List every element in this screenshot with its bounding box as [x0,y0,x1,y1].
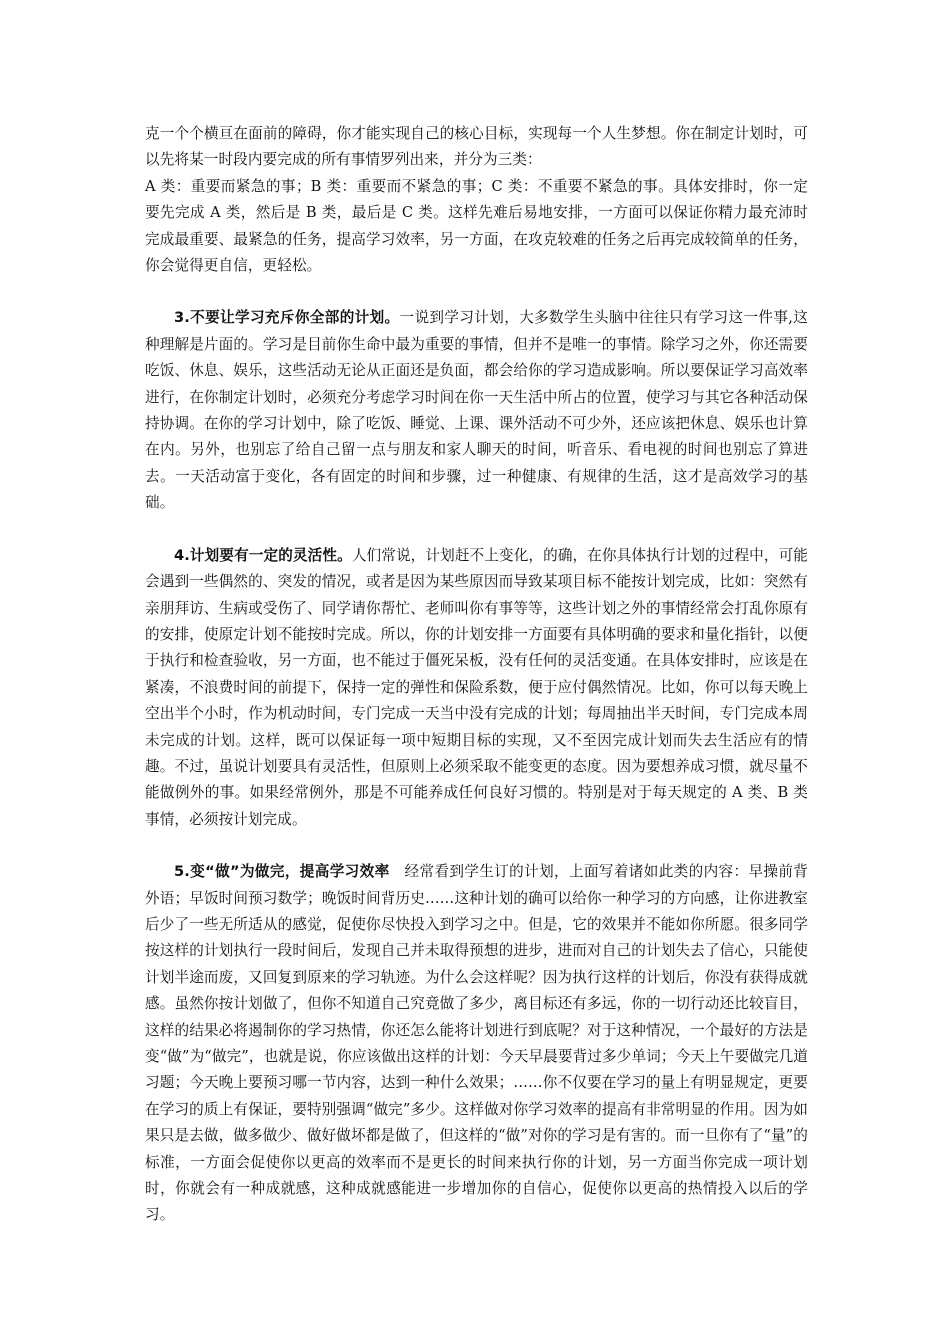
section-3-body: 一说到学习计划，大多数学生头脑中往往只有学习这一件事,这种理解是片面的。学习是目前你生命中最为重要的事情，但并不是唯一的事情。除学习之外，你还需要吃饭、休息、娱乐，这些活动无论从正面还是负面，都会给你的学习造成影响。所以要保证学习高效率进行，在你制定计划时，必须充分考虑学习时间在你一天生活中所占的位置，使学习与其它各种活动保持协调。在你的学习计划中，除了吃饭、睡觉、上课、课外活动不可少外，还应该把休息、娱乐也计算在内。另外，也别忘了给自己留一点与朋友和家人聊天的时间，听音乐、看电视的时间也别忘了算进去。一天活动富于变化，各有固定的时间和步骤，过一种健康、有规律的生活，这才是高效学习的基础。 [145,309,808,512]
section-3 [145,305,808,516]
section-5-heading: 5.变“做”为做完，提高学习效率 [174,863,390,881]
paragraph-categories: A 类：重要而紧急的事；B 类：重要而不紧急的事；C 类：不重要不紧急的事。具体安排时，你一定要先完成 A 类，然后是 B 类，最后是 C 类。这样先难后易地安排，一方面可以保证你精力最充沛时完成最重要、最紧急的任务，提高学习效率，另一方面，在攻克较难的任务之后再完成较简单的任务，你会觉得更自信，更轻松。 [145,177,808,275]
section-4-heading: 4.计划要有一定的灵活性。 [174,546,352,564]
section-4-body: 人们常说，计划赶不上变化，的确，在你具体执行计划的过程中，可能会遇到一些偶然的、突发的情况，或者是因为某些原因而导致某项目标不能按计划完成，比如：突然有亲朋拜访、生病或受伤了、同学请你帮忙、老师叫你有事等等，这些计划之外的事情经常会打乱你原有的安排，使原定计划不能按时完成。所以，你的计划安排一方面要有具体明确的要求和量化指针，以便于执行和检查验收，另一方面，也不能过于僵死呆板，没有任何的灵活变通。在具体安排时，应该是在紧凑，不浪费时间的前提下，保持一定的弹性和保险系数，便于应付偶然情况。比如，你可以每天晚上空出半个小时，作为机动时间，专门完成一天当中没有完成的计划；每周抽出半天时间，专门完成本周未完成的计划。这样，既可以保证每一项中短期目标的实现，又不至因完成计划而失去生活应有的情趣。不过，虽说计划要具有灵活性，但原则上必须采取不能变更的态度。因为要想养成习惯，就尽量不能做例外的事。如果经常例外，那是不可能养成任何良好习惯的。特别是对于每天规定的 A 类、B 类事情，必须按计划完成。 [145,546,809,828]
paragraph-intro: 克一个个横亘在面前的障碍，你才能实现自己的核心目标，实现每一个人生梦想。你在制定计划时，可以先将某一时段内要完成的所有事情罗列出来，并分为三类： [145,125,808,169]
section-3-heading: 3.不要让学习充斥你全部的计划。 [174,309,400,327]
section-5-body: 经常看到学生订的计划，上面写着诸如此类的内容：早操前背外语；早饭时间预习数学；晚饭时间背历史……这种计划的确可以给你一种学习的方向感，让你进教室后少了一些无所适从的感觉，促使你尽快投入到学习之中。但是，它的效果并不能如你所愿。很多同学按这样的计划执行一段时间后，发现自己并未取得预想的进步，进而对自己的计划失去了信心，只能使计划半途而废，又回复到原来的学习轨迹。为什么会这样呢？因为执行这样的计划后，你没有获得成就感。虽然你按计划做了，但你不知道自己究竟做了多少，离目标还有多远，你的一切行动还比较盲目，这样的结果必将遏制你的学习热情，你还怎么能将计划进行到底呢？对于这种情况，一个最好的方法是变“做”为“做完”，也就是说，你应该做出这样的计划：今天早晨要背过多少单词；今天上午要做完几道习题；今天晚上要预习哪一节内容，达到一种什么效果；……你不仅要在学习的量上有明显规定，更要在学习的质上有保证，要特别强调“做完”多少。这样做对你学习效率的提高有非常明显的作用。因为如果只是去做，做多做少、做好做坏都是做了，但这样的“做”对你的学习是有害的。而一旦你有了“量”的标准，一方面会促使你以更高的效率而不是更长的时间来执行你的计划，另一方面当你完成一项计划时，你就会有一种成就感，这种成就感能进一步增加你的自信心，促使你以更高的热情投入以后的学习。 [145,863,808,1224]
section-4 [145,543,808,833]
document-page [145,121,808,1229]
section-5 [145,859,808,1229]
